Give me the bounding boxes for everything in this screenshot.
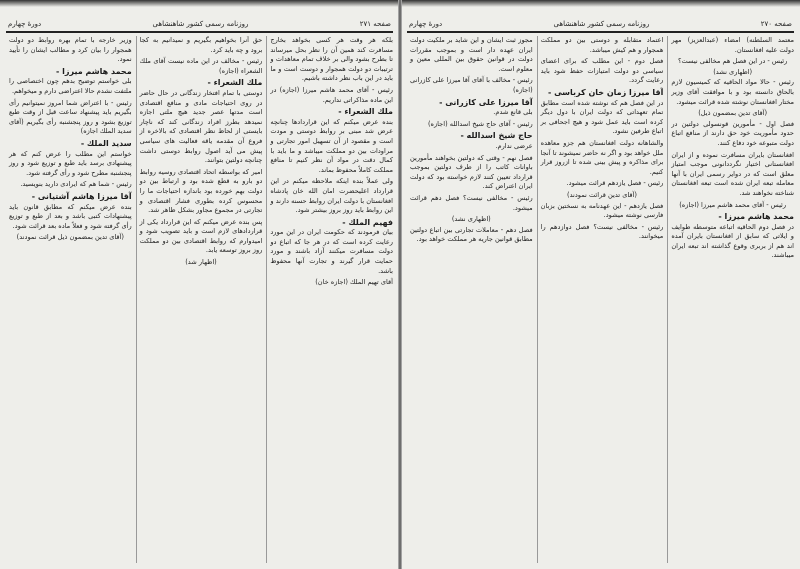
paragraph: حق آنرا بخواهیم بگیریم و نمیدانیم به کجا برود و چه باید کرد. — [139, 36, 263, 54]
paragraph: فصل اول - مأمورین قونسولی دولتین در حدود مأموریت خود حق دارند از منافع اتباع دولت متبوعه خود دفاع کنند. — [671, 119, 794, 147]
paragraph: در فصل دوم الحاقیه اتباعه متوسطه طوایف و ایلاتی که سابق از افغانستان بایران آمده اند هم از بربری وقوع گذاشته اند تبعه ایران میباشند. — [671, 222, 794, 260]
paragraph: خواستم این مطلب را عرض کنم که هر پیشنهادی برسد باید طبع و توزیع شود و روز پنجشنبه مطرح شود و رأی گرفته شود. — [8, 149, 132, 177]
newspaper-title: روزنامه رسمی کشور شاهنشاهی — [152, 20, 249, 28]
paragraph: فصل نهم - وقتی که دولتین بخواهند مأمورین باوانات کاتب را از طرف دولتین بموجب قرارداد تعیین کنند لازم خواسته بود که دولت ایران اعتراض کند. — [409, 153, 533, 191]
speaker-heading: فهیم الملك - — [342, 217, 393, 227]
centered-note: (آقای تدین قرائت نمودند) — [567, 190, 637, 199]
page-header — [409, 18, 792, 30]
paragraph: معتمد السلطنه) امضاء (عبدالعزیز) مهر دولت عليه افغانستان. — [671, 36, 794, 54]
paragraph: رئیس - آقای حاج شیخ اسدالله (اجازه) — [427, 119, 533, 128]
volume-label: دورهٔ چهارم — [8, 20, 42, 28]
speaker-heading: محمد هاشم میرزا - — [56, 66, 132, 76]
speaker-heading: ملك الشعراء - — [207, 78, 263, 88]
paragraph: ولی عملاً بنده اینکه ملاحظه میکنم در این قرارداد اعلیحضرت امان الله خان پادشاه افغانستان با دولت ایران روابط حسنه دارند و این روابط باید روز بروز بیشتر شود. — [270, 177, 393, 215]
centered-note: (آقای تدین بمضمون ذیل) — [698, 109, 768, 118]
paragraph: بلکه هر وقت هر کسی بخواهد بخارج مسافرت کند همین آن را نظر بحل میرساند تا بطرح بشود والی بر خلاف تمام معاهدات و ترتیبات دو دولت همجوار و دوست است و ما باید در این باب نظر داشته باشیم. — [270, 36, 393, 83]
text-column — [6, 36, 132, 563]
page-number: صفحه ۲۷۰ — [760, 20, 792, 28]
speaker-heading: ملك الشعراء - — [338, 107, 393, 117]
text-columns — [407, 36, 794, 563]
paragraph: اعتماد متقابله و دوستی بین دو مملکت همجوار و هم کیش میباشد. — [540, 36, 664, 54]
volume-label: دورهٔ چهارم — [409, 20, 443, 28]
paragraph: مجوز ثبت ایشان و این شاید بر ملکیت دولت ایران عهده دار است و بموجب مقررات دولت در قوانین حقوق بین المللی معین و معلوم است. — [409, 36, 533, 73]
paragraph: رئیس - مخالف در این ماده نیست آقای ملك الشعراء (اجازه) — [139, 57, 263, 75]
paragraph: رئیس - فصل یازدهم قرائت میشود. — [566, 179, 664, 188]
paragraph: وزیر خارجه با تمام بهره روابط دو دولت همجوار را بیان کرد و مطالب ایشان را تأیید نمود. — [8, 36, 132, 64]
paragraph: بلی خواستم توضیح بدهم چون اختصاصی را ملتفت نشدم حالا اعتراضی دارم و میخواهم. — [8, 77, 132, 95]
paragraph: آقای تهیم الملك (اجازه خان) — [315, 278, 393, 287]
speaker-heading: آقا میرزا هاشم آشتیانی - — [31, 191, 132, 201]
paragraph: امیر که بواسطه اتحاد اقتصادی روسیه روابط دو بارو به قطع شده بود و ارتباط بین دو دولت بهم خورده بود باندازه احتیاجات ما را محسوس کرده بطوری فشار اقتصادی و تجارتی در مجموع مجاور بشکل ظاهر شد. — [139, 167, 263, 215]
text-columns — [6, 36, 393, 563]
paragraph: رئیس - آقای محمد هاشم میرزا (اجازه) در این ماده مذاکراتی نداریم. — [270, 85, 393, 104]
paragraph: بنده عرض میکنم که مطابق قانون باید پیشنهادات کتبی باشد و بعد از طبع و توزیع رأی گرفته شود و فعلاً ماده بعد قرائت شود. — [8, 202, 132, 230]
paragraph: فصل یازدهم - این عهدنامه به نسختین بزبان فارسی نوشته میشود. — [540, 201, 664, 220]
text-column — [266, 36, 393, 563]
text-column — [136, 36, 263, 563]
speaker-heading: آقا میرزا زمان خان کرباسی - — [547, 87, 664, 97]
speaker-heading: حاج شیخ اسدالله - — [460, 131, 533, 141]
paragraph: فصل دوم - این مطلب که برای اعضای سیاسی دو دولت امتیازات حفظ شود باید رعایت گردد. — [540, 57, 664, 85]
paragraph: رئیس - مخالف با آقای آقا میرزا علی کازرانی (اجازه) — [409, 76, 533, 94]
paragraph: بیان فرمودند که حکومت ایران در این مورد رعایت کرده است که در هر جا که اتباع دو دولت مسافرت میکنند آزاد باشند و مورد حمایت قرار گیرند و تجارت آنها محفوظ باشد. — [270, 228, 393, 275]
text-column — [667, 36, 794, 563]
paragraph: دوستی با تمام افتخار زندگانی در حال حاضر در روی احتیاجات مادی و منافع اقتصادی است مدتها عصر جدید هیچ ملتی اجازه نمیدهد بطرز افراد زندگانی کند که ناچار بایستی از لحاظ نظر اقتصادی که بالاخره از فروع آن مقدمه یاقه فعالیت های سیاسی پیش می آید اصول روابط دوستی داشت چنانچه دولتین بتوانند. — [139, 88, 263, 165]
centered-note: رئیس - در این فصل هم مخالفی نیست؟ — [678, 57, 788, 66]
paragraph: والشاهانه دولت افغانستان هم جزو معاهده ملل خواهد بود و اگر نه حاضر نمیشوند تا آنجا برای مذاکره و پیش بینی شده تا ازروز قرار کنیم. — [540, 138, 664, 176]
paragraph: عرضی ندارم. — [495, 141, 533, 150]
speaker-heading: سدید الملك - — [80, 138, 132, 148]
centered-note: رئیس - آقای محمد هاشم میرزا (اجازه) — [679, 200, 787, 209]
centered-note: (اظهاری نشد) — [713, 67, 753, 76]
paragraph: رئیس - شما هم که ایرادی دارید بنویسید. — [20, 180, 132, 189]
paragraph: در این فصل هم که نوشته شده است مطابق تمام تعهداتی که دولت ایران با دول دیگر کرده است باید عمل شود و هیچ اجحافی بر اتباع طرفین نشود. — [540, 98, 664, 136]
centered-note: (اظهاری نشد) — [451, 215, 491, 224]
page-270 — [401, 0, 800, 569]
speaker-heading: آقا میرزا علی کازرانی - — [439, 97, 533, 107]
page-header — [8, 18, 391, 30]
text-column — [537, 36, 664, 563]
paragraph: رئیس - حالا مواد الحاقیه که کمیسیون لازم بالحاق دانسته بود و با موافقت آقای وزیر مختار افغانستان نوشته شده قرائت میشود. — [671, 78, 794, 106]
newspaper-title: روزنامه رسمی کشور شاهنشاهی — [553, 20, 650, 28]
paragraph: رئیس - با اعتراض شما امروز نمیتوانیم رأی بگیریم باید پیشنهاد ساعت قبل از وقت طبع توزیع بشود و روز پنجشنبه رأی بگیریم (آقای سدید الملك اجازه) — [8, 98, 132, 136]
paragraph: افغانستان بایران مسافرت نموده و از ایران افغانستانی اختیار نگرددانونی موجب امتیاز معلق است که در دوایر رسمی ایران با آنها معامله تبعه ایران شده است تبعه افغانستان شناخته نخواهند شد. — [671, 150, 794, 197]
page-number: صفحه ۲۷۱ — [359, 20, 391, 28]
header-rule — [407, 31, 794, 33]
paragraph: بلی قانع شدم. — [493, 108, 533, 117]
header-rule — [6, 31, 393, 33]
paragraph: فصل دهم - معاملات تجارتی بین اتباع دولتین مطابق قوانین جاریه هر مملکت خواهد بود. — [409, 225, 533, 244]
centered-note: (اظهار شد) — [185, 258, 217, 267]
paragraph: رئیس - مخالفی نیست؟ فصل دهم قرائت میشود. — [409, 193, 533, 212]
page-271 — [0, 0, 399, 569]
paragraph: پس بنده عرض میکنم که این قرارداد یکی از قراردادهای لازم است و باید تصویب شود و امیدوارم که روابط اقتصادی بین دو مملکت روز بروز توسعه یابد. — [139, 217, 263, 255]
centered-note: (آقای تدین بمضمون ذیل قرائت نمودند) — [16, 233, 124, 242]
paragraph: رئیس - مخالفی نیست؟ فصل دوازدهم را میخوانند. — [540, 222, 664, 241]
text-column — [407, 36, 533, 563]
paragraph: بنده عرض میکنم که این قراردادها چنانچه عرض شد مبنی بر روابط دوستی و مودت است و مقصود از آن تسهیل امور تجارتی و مراودات بین دو مملکت میباشد و ما باید با کمال دقت در مواد آن نظر کنیم تا منافع مملکت کاملاً محفوظ بماند. — [270, 117, 393, 174]
speaker-heading: محمد هاشم میرزا - — [718, 212, 794, 222]
